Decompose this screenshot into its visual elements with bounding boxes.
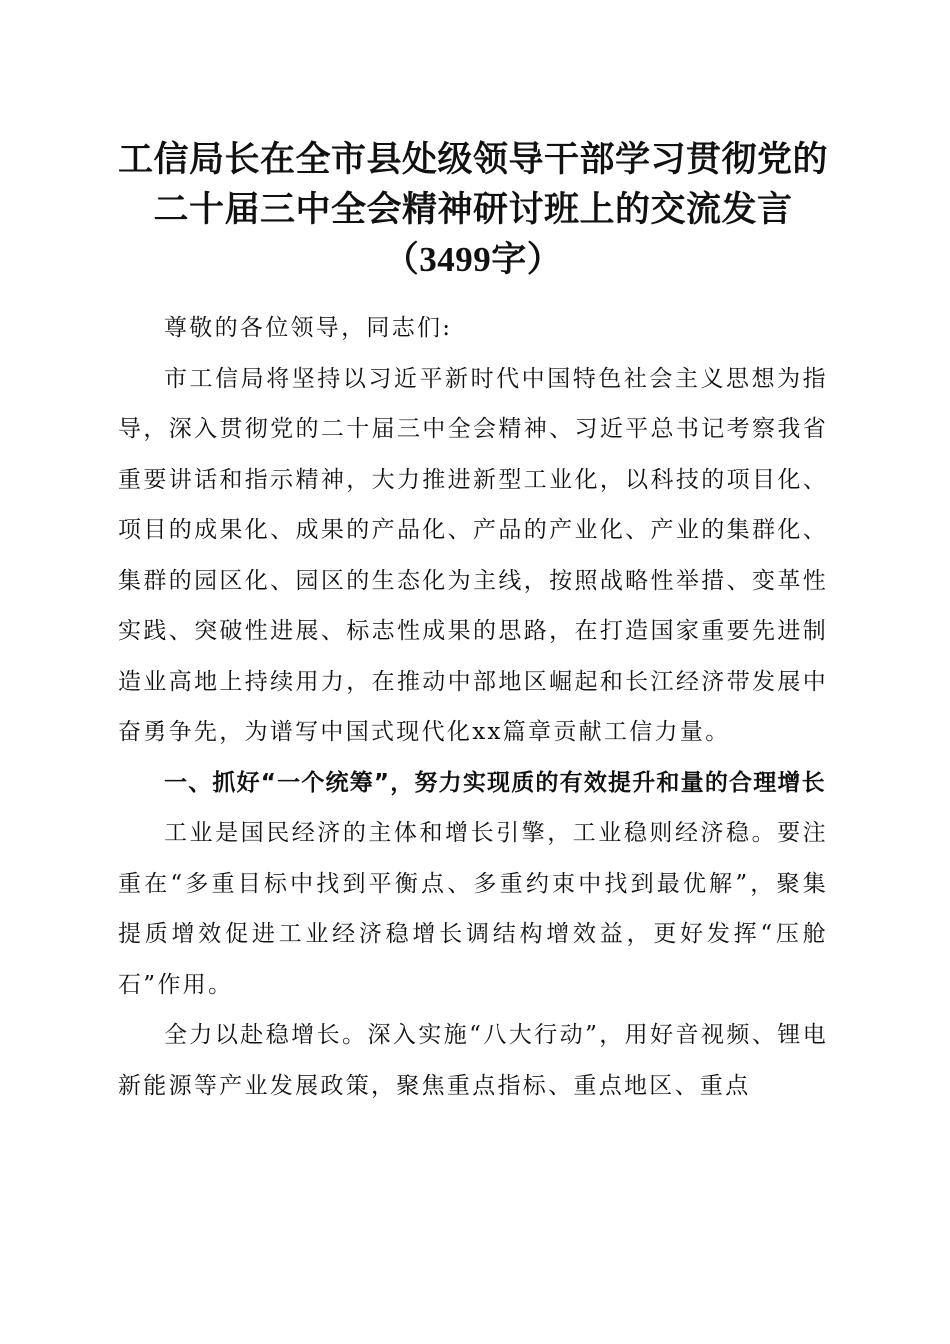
document-body (118, 303, 828, 1111)
section-1-paragraph-2: 全力以赴稳增长。深入实施“八大行动”，用好音视频、锂电新能源等产业发展政策，聚焦重点指标、重点地区、重点 (118, 1022, 828, 1099)
section-1-heading: 一、抓好“一个统筹”，努力实现质的有效提升和量的合理增长 (164, 769, 826, 796)
intro-paragraph: 市工信局将坚持以习近平新时代中国特色社会主义思想为指导，深入贯彻党的二十届三中全会精神、习近平总书记考察我省重要讲话和指示精神，大力推进新型工业化，以科技的项目化、项目的成果化、成果的产品化、产品的产业化、产业的集群化、集群的园区化、园区的生态化为主线，按照战略性举措、变革性实践、突破性进展、标志性成果的思路，在打造国家重要先进制造业高地上持续用力，在推动中部地区崛起和长江经济带发展中奋勇争先，为谱写中国式现代化xx篇章贡献工信力量。 (118, 365, 828, 745)
word-count: （3499字） (383, 240, 563, 279)
document-title (118, 135, 828, 285)
salutation: 尊敬的各位领导，同志们: (164, 315, 453, 341)
section-1-paragraph-1: 工业是国民经济的主体和增长引擎，工业稳则经济稳。要注重在“多重目标中找到平衡点、多重约束中找到最优解”，聚集提质增效促进工业经济稳增长调结构增效益，更好发挥“压舱石”作用。 (118, 820, 828, 998)
title-line-2: 二十届三中全会精神研讨班上的交流发言 (153, 189, 793, 230)
title-line-1: 工信局长在全市县处级领导干部学习贯彻党的 (118, 139, 829, 180)
document-page (118, 135, 828, 1111)
